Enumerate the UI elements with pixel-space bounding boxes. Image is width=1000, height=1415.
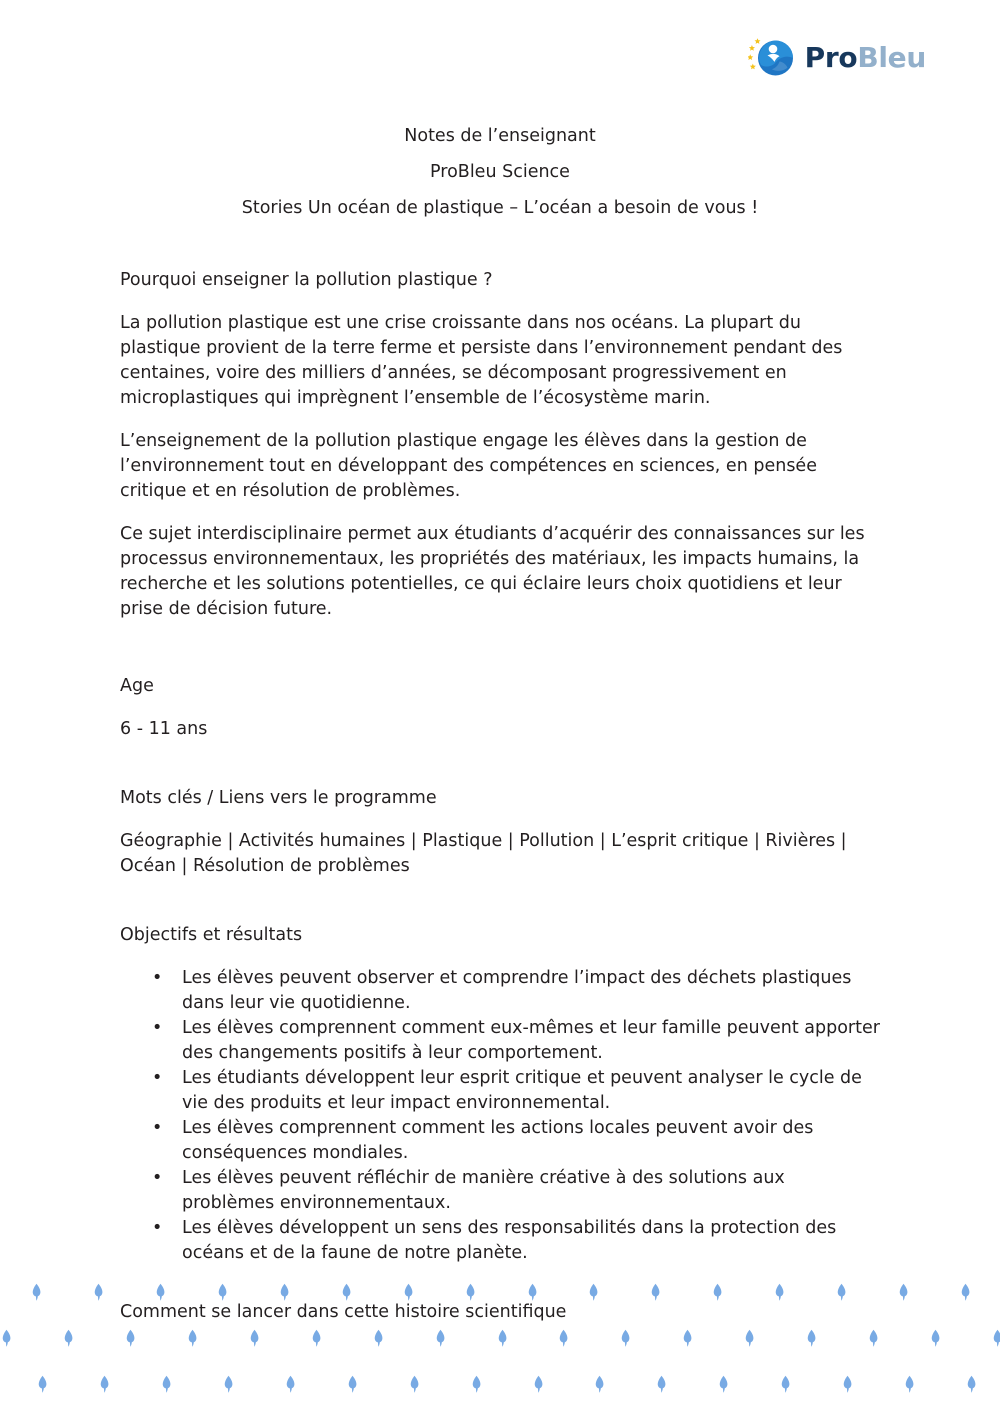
objectives-list bbox=[120, 966, 880, 1266]
title-line-teacher-notes: Notes de l’enseignant bbox=[404, 126, 596, 146]
paragraph-why-3: Ce sujet interdisciplinaire permet aux étudiants d’acquérir des connaissances sur les processus environnementaux, les propriétés des matériaux, les impacts humains, la recherche et les solutions potentielles, ce qui éclaire leurs choix quotidiens et leur prise de décision future. bbox=[120, 524, 865, 619]
list-item-label: Les élèves peuvent réfléchir de manière créative à des solutions aux problèmes environnementaux. bbox=[182, 1168, 785, 1213]
list-item bbox=[120, 966, 880, 1016]
water-drop-icon bbox=[993, 1329, 1000, 1347]
heading-objectives: Objectifs et résultats bbox=[120, 925, 303, 945]
water-drop-icon bbox=[843, 1375, 852, 1393]
brand-wordmark-bleu: Bleu bbox=[857, 41, 926, 74]
water-drop-icon bbox=[32, 1283, 41, 1301]
list-item bbox=[120, 1016, 880, 1066]
list-item-label: Les élèves comprennent comment les actions locales peuvent avoir des conséquences mondiales. bbox=[182, 1118, 814, 1163]
title-line-story-name: Stories Un océan de plastique – L’océan a besoin de vous ! bbox=[241, 198, 759, 218]
paragraph-why-1: La pollution plastique est une crise croissante dans nos océans. La plupart du plastique provient de la terre ferme et persiste dans l’environnement pendant des centaines, voire des milliers d’années, se décomposant progressivement en microplastiques qui imprègnent l’ensemble de l’écosystème marin. bbox=[120, 313, 843, 408]
heading-getting-started: Comment se lancer dans cette histoire scientifique bbox=[120, 1302, 567, 1322]
list-item-label: Les élèves comprennent comment eux-mêmes et leur famille peuvent apporter des changements positifs à leur comportement. bbox=[182, 1018, 880, 1063]
document-body bbox=[120, 268, 880, 1343]
water-drop-icon bbox=[348, 1375, 357, 1393]
bullet-icon: • bbox=[152, 968, 163, 988]
water-drop-icon bbox=[162, 1375, 171, 1393]
bullet-icon: • bbox=[152, 1068, 163, 1088]
brand-wordmark bbox=[804, 41, 926, 74]
water-drop-icon bbox=[286, 1375, 295, 1393]
water-drop-icon bbox=[905, 1375, 914, 1393]
heading-keywords: Mots clés / Liens vers le programme bbox=[120, 788, 437, 808]
water-drop-icon bbox=[719, 1375, 728, 1393]
spacer-before-getting-started bbox=[120, 1266, 880, 1300]
value-age-range: 6 - 11 ans bbox=[120, 719, 208, 739]
water-drop-icon bbox=[899, 1283, 908, 1301]
list-item-label: Les élèves développent un sens des responsabilités dans la protection des océans et de la faune de notre planète. bbox=[182, 1218, 837, 1263]
list-item bbox=[120, 1116, 880, 1166]
water-drop-icon bbox=[2, 1329, 11, 1347]
water-drop-icon bbox=[224, 1375, 233, 1393]
title-line-probleu-science: ProBleu Science bbox=[430, 162, 570, 182]
water-drop-icon bbox=[657, 1375, 666, 1393]
water-drop-icon bbox=[534, 1375, 543, 1393]
brand-wordmark-pro: Pro bbox=[804, 41, 858, 74]
bullet-icon: • bbox=[152, 1118, 163, 1138]
water-drop-icon bbox=[961, 1283, 970, 1301]
water-drop-icon bbox=[967, 1375, 976, 1393]
water-drop-icon bbox=[64, 1329, 73, 1347]
bullet-icon: • bbox=[152, 1168, 163, 1188]
water-drop-icon bbox=[94, 1283, 103, 1301]
value-keywords: Géographie | Activités humaines | Plastique | Pollution | L’esprit critique | Rivières | Océan | Résolution de problèmes bbox=[120, 831, 847, 876]
list-item bbox=[120, 1066, 880, 1116]
spacer-before-objectives bbox=[120, 897, 880, 923]
water-drop-icon bbox=[931, 1329, 940, 1347]
spacer-before-age bbox=[120, 640, 880, 674]
water-drop-icon bbox=[472, 1375, 481, 1393]
brand-header bbox=[748, 34, 926, 82]
water-drop-icon bbox=[595, 1375, 604, 1393]
list-item-label: Les élèves peuvent observer et comprendre l’impact des déchets plastiques dans leur vie quotidienne. bbox=[182, 968, 852, 1013]
bullet-icon: • bbox=[152, 1218, 163, 1238]
water-drop-icon bbox=[100, 1375, 109, 1393]
spacer-before-keywords bbox=[120, 760, 880, 786]
water-drop-icon bbox=[781, 1375, 790, 1393]
document-title-block bbox=[120, 118, 880, 226]
list-item-label: Les étudiants développent leur esprit critique et peuvent analyser le cycle de vie des produits et leur impact environnemental. bbox=[182, 1068, 862, 1113]
water-drop-icon bbox=[410, 1375, 419, 1393]
paragraph-why-2: L’enseignement de la pollution plastique engage les élèves dans la gestion de l’environnement tout en développant des compétences en sciences, en pensée critique et en résolution de problèmes. bbox=[120, 431, 817, 501]
heading-age: Age bbox=[120, 676, 154, 696]
probleu-globe-swirl-icon bbox=[748, 34, 796, 82]
heading-why-teach: Pourquoi enseigner la pollution plastique ? bbox=[120, 270, 493, 290]
list-item bbox=[120, 1166, 880, 1216]
bullet-icon: • bbox=[152, 1018, 163, 1038]
list-item bbox=[120, 1216, 880, 1266]
water-drop-icon bbox=[38, 1375, 47, 1393]
waterdrop-row-3 bbox=[0, 1375, 1000, 1401]
